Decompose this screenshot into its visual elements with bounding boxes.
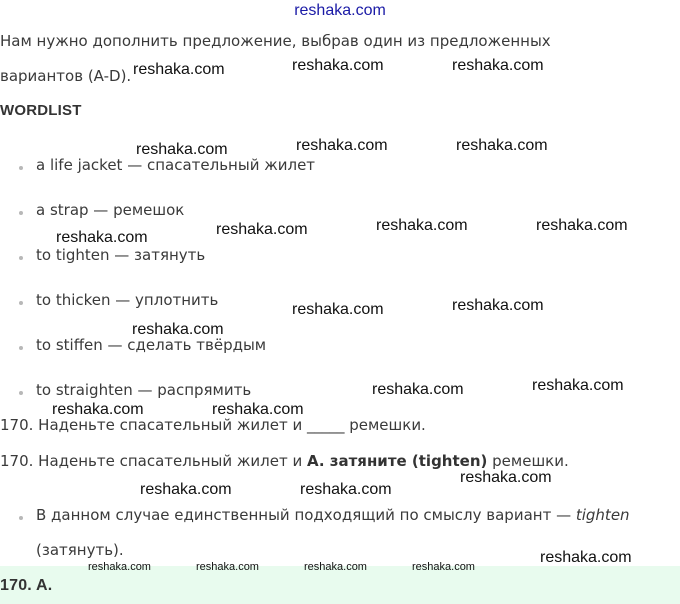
watermark: reshaka.com (132, 321, 224, 338)
watermark: reshaka.com (212, 401, 304, 418)
watermark: reshaka.com (133, 61, 225, 78)
site-header-link[interactable]: reshaka.com (294, 2, 386, 19)
watermark: reshaka.com (412, 561, 475, 573)
bullet-icon (19, 166, 23, 170)
watermark: reshaka.com (304, 561, 367, 573)
watermark: reshaka.com (196, 561, 259, 573)
task-question: 170. Наденьте спасательный жилет и _____ ремешки. (0, 416, 426, 434)
watermark: reshaka.com (140, 481, 232, 498)
wordlist-item: a life jacket — спасательный жилет (36, 156, 316, 174)
final-answer: 170. A. (0, 577, 53, 594)
watermark: reshaka.com (216, 221, 308, 238)
intro-line-2: вариантов (A-D). (0, 67, 132, 85)
watermark: reshaka.com (88, 561, 151, 573)
bullet-icon (19, 211, 23, 215)
watermark: reshaka.com (136, 141, 228, 158)
watermark: reshaka.com (460, 469, 552, 486)
answer-choice: A. затяните (tighten) (306, 452, 488, 470)
bullet-icon (19, 256, 23, 260)
explanation-text: В данном случае единственный подходящий по смыслу вариант — (36, 506, 576, 524)
watermark: reshaka.com (456, 137, 548, 154)
explanation-term: tighten (575, 506, 630, 524)
watermark: reshaka.com (292, 301, 384, 318)
watermark: reshaka.com (296, 137, 388, 154)
wordlist-heading: WORDLIST (0, 102, 82, 119)
watermark: reshaka.com (56, 229, 148, 246)
wordlist-item: to stiffen — сделать твёрдым (36, 336, 267, 354)
wordlist-item: to thicken — уплотнить (36, 291, 219, 309)
bullet-icon (19, 346, 23, 350)
watermark: reshaka.com (532, 377, 624, 394)
bullet-icon (19, 301, 23, 305)
watermark: reshaka.com (536, 217, 628, 234)
wordlist-item: to tighten — затянуть (36, 246, 206, 264)
watermark: reshaka.com (300, 481, 392, 498)
watermark: reshaka.com (376, 217, 468, 234)
watermark: reshaka.com (372, 381, 464, 398)
task-answer-sentence (0, 452, 569, 470)
wordlist-item: to straighten — распрямить (36, 381, 252, 399)
answer-suffix: ремешки. (487, 452, 569, 470)
watermark: reshaka.com (452, 297, 544, 314)
wordlist-item: a strap — ремешок (36, 201, 185, 219)
explanation-line-1 (36, 506, 630, 524)
bullet-icon (19, 391, 23, 395)
bullet-icon (19, 516, 23, 520)
intro-line-1: Нам нужно дополнить предложение, выбрав один из предложенных (0, 32, 551, 50)
answer-prefix: 170. Наденьте спасательный жилет и (0, 452, 307, 470)
watermark: reshaka.com (52, 401, 144, 418)
watermark: reshaka.com (452, 57, 544, 74)
watermark: reshaka.com (540, 549, 632, 566)
watermark: reshaka.com (292, 57, 384, 74)
explanation-line-2: (затянуть). (36, 541, 124, 559)
